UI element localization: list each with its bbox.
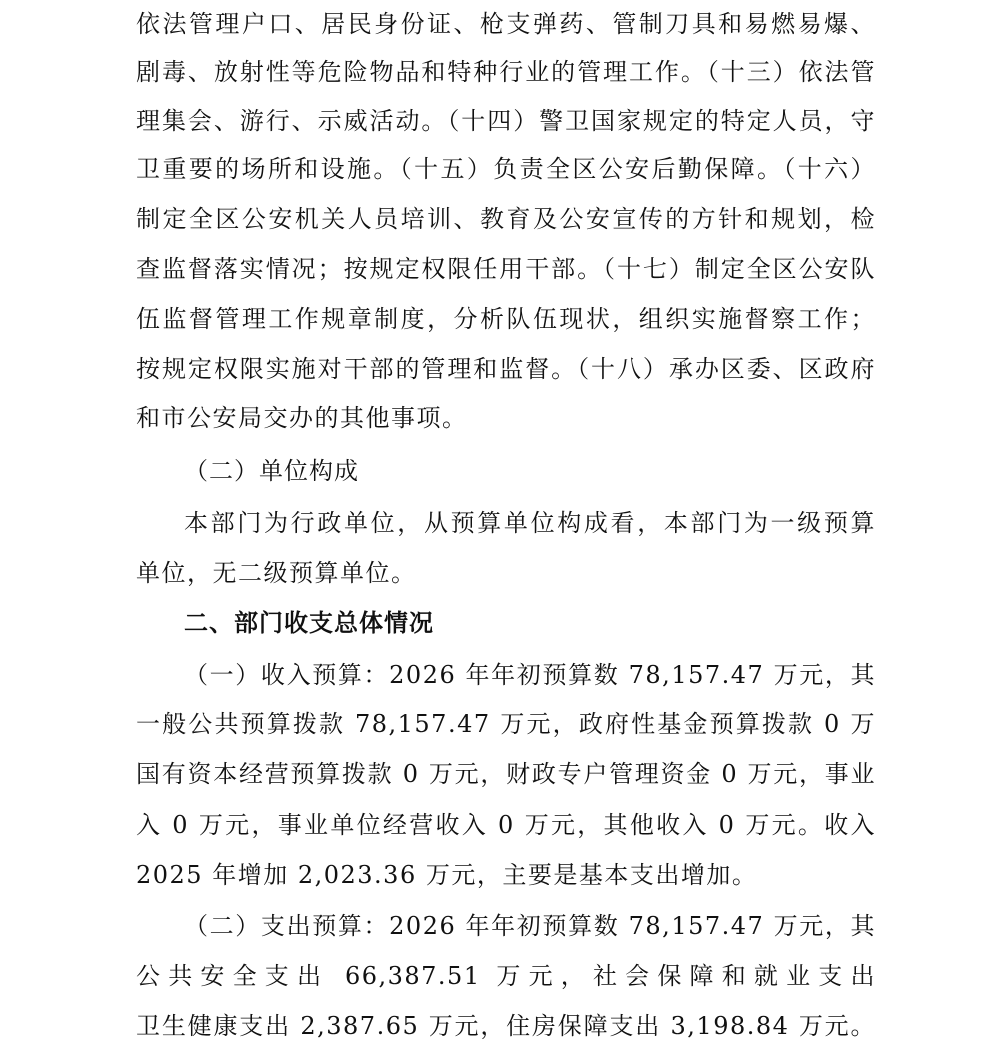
paragraph-line: （一）收入预算：2026 年年初预算数 78,157.47 万元，其 bbox=[184, 661, 876, 689]
paragraph-line: 按规定权限实施对干部的管理和监督。（十八）承办区委、区政府 bbox=[136, 355, 876, 383]
paragraph-line: 剧毒、放射性等危险物品和特种行业的管理工作。（十三）依法管 bbox=[136, 58, 876, 86]
paragraph-line: 一般公共预算拨款 78,157.47 万元，政府性基金预算拨款 0 万 bbox=[136, 710, 876, 738]
paragraph-line: 入 0 万元，事业单位经营收入 0 万元，其他收入 0 万元。收入 bbox=[136, 811, 876, 839]
paragraph-line: 制定全区公安机关人员培训、教育及公安宣传的方针和规划，检 bbox=[136, 205, 876, 233]
paragraph-line: 伍监督管理工作规章制度，分析队伍现状，组织实施督察工作； bbox=[136, 305, 876, 333]
paragraph-line: （二）支出预算：2026 年年初预算数 78,157.47 万元，其 bbox=[184, 912, 876, 940]
paragraph-line: 依法管理户口、居民身份证、枪支弹药、管制刀具和易燃易爆、 bbox=[136, 10, 876, 38]
paragraph-line: 理集会、游行、示威活动。（十四）警卫国家规定的特定人员，守 bbox=[136, 107, 876, 135]
paragraph-line: 卫重要的场所和设施。（十五）负责全区公安后勤保障。（十六） bbox=[136, 155, 876, 183]
paragraph-line: 国有资本经营预算拨款 0 万元，财政专户管理资金 0 万元，事业 bbox=[136, 760, 876, 788]
paragraph-line: 2025 年增加 2,023.36 万元，主要是基本支出增加。 bbox=[136, 861, 758, 889]
paragraph-line: 卫生健康支出 2,387.65 万元，住房保障支出 3,198.84 万元。 bbox=[136, 1012, 876, 1040]
section-subheading: （二）单位构成 bbox=[184, 457, 359, 485]
paragraph-line: 公共安全支出 66,387.51 万元，社会保障和就业支出 bbox=[136, 962, 876, 990]
paragraph-line: 本部门为行政单位，从预算单位构成看，本部门为一级预算 bbox=[184, 509, 876, 537]
paragraph-line: 单位，无二级预算单位。 bbox=[136, 559, 417, 587]
section-heading: 二、部门收支总体情况 bbox=[184, 609, 434, 637]
paragraph-line: 和市公安局交办的其他事项。 bbox=[136, 404, 468, 432]
paragraph-line: 查监督落实情况；按规定权限任用干部。（十七）制定全区公安队 bbox=[136, 255, 876, 283]
